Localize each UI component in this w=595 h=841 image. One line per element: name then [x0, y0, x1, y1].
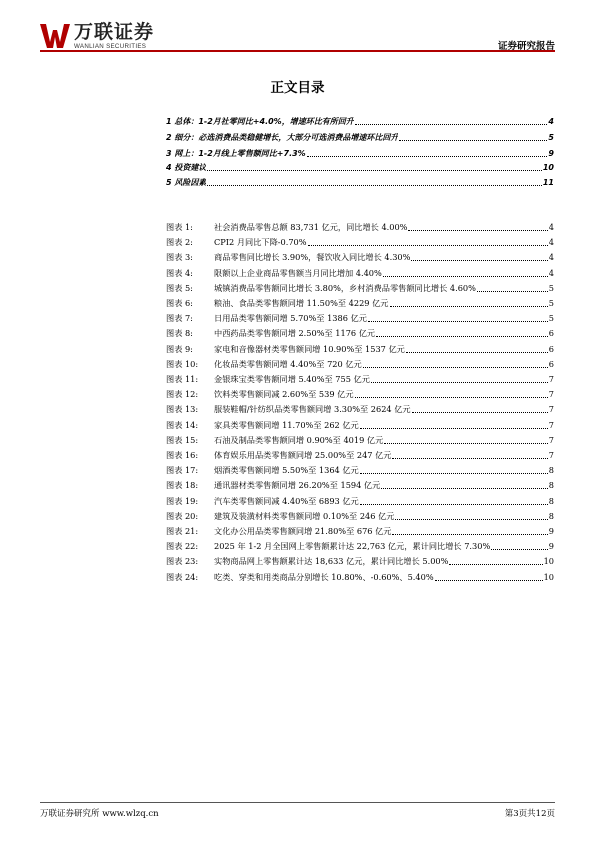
figure-number: 图表 14:	[166, 419, 199, 430]
figure-number: 图表 5:	[166, 282, 193, 293]
figure-caption: 实物商品网上零售额累计达 18,633 亿元，累计同比增长 5.00%	[214, 556, 449, 567]
figure-number: 图表 1:	[166, 222, 193, 232]
toc-section-entry[interactable]	[166, 130, 554, 143]
figure-caption: 中西药品类零售额同增 2.50%至 1176 亿元	[214, 328, 376, 339]
figure-number: 图表 16:	[166, 450, 199, 460]
toc-page-number: 4	[548, 252, 554, 263]
leader-dots	[435, 580, 543, 581]
toc-figure-entry[interactable]	[166, 494, 554, 507]
toc-figure-entry[interactable]	[166, 250, 554, 263]
toc-page-number: 7	[548, 450, 554, 460]
toc-page-number: 9	[548, 526, 554, 536]
figure-number: 图表 4:	[166, 267, 193, 278]
toc-page-number: 7	[548, 404, 554, 415]
toc-page-number: 10	[543, 556, 554, 567]
figure-caption: 化妆品类零售额同增 4.40%至 720 亿元	[214, 358, 362, 369]
toc-figure-entry[interactable]	[166, 326, 554, 339]
toc-page-number: 4	[548, 222, 554, 232]
figure-number: 图表 3:	[166, 252, 193, 263]
toc-section-entry[interactable]	[166, 114, 554, 127]
figure-number: 图表 9:	[166, 343, 193, 354]
leader-dots	[381, 488, 547, 489]
figure-number: 图表 22:	[166, 541, 199, 552]
figure-caption: 饮料类零售额同减 2.60%至 539 亿元	[214, 389, 354, 400]
toc-figure-entry[interactable]	[166, 478, 554, 491]
figure-caption: 粮油、食品类零售额同增 11.50%至 4229 亿元	[214, 298, 389, 308]
toc-page-number: 6	[548, 358, 554, 369]
leader-dots	[368, 321, 548, 322]
leader-dots	[308, 245, 548, 246]
footer-divider	[40, 802, 555, 803]
leader-dots	[406, 352, 548, 353]
figure-number: 图表 20:	[166, 510, 199, 521]
toc-page-number: 4	[548, 237, 554, 248]
figure-number: 图表 11:	[166, 374, 199, 384]
toc-figure-entry[interactable]	[166, 372, 554, 385]
toc-figure-entry[interactable]	[166, 296, 554, 309]
leader-dots	[390, 306, 548, 307]
toc-page-number: 7	[548, 434, 554, 445]
toc-page-number: 9	[548, 541, 554, 552]
report-header	[40, 22, 555, 62]
leader-dots	[376, 336, 548, 337]
toc-figure-entry[interactable]	[166, 448, 554, 461]
figure-caption: 通讯器材类零售额同增 26.20%至 1594 亿元	[214, 480, 381, 491]
leader-dots	[383, 276, 548, 277]
brand-name-cn: 万联证券	[74, 21, 155, 43]
figure-caption: 汽车类零售额同减 4.40%至 6893 亿元	[214, 495, 359, 506]
toc-page-number: 5	[548, 133, 554, 142]
figure-caption: 体育娱乐用品类零售额同增 25.00%至 247 亿元	[214, 450, 392, 460]
leader-dots	[412, 412, 548, 413]
toc-page-number: 10	[542, 163, 554, 172]
toc-section-label: 1 总体：1-2月社零同比+4.0%，增速环比有所回升	[166, 117, 354, 126]
toc-figure-entry[interactable]	[166, 539, 554, 552]
leader-dots	[307, 156, 548, 157]
figure-caption: 2025 年 1-2 月全国网上零售额累计达 22,763 亿元，累计同比增长 7.30%	[214, 541, 491, 552]
toc-page-number: 4	[548, 117, 554, 126]
toc-figure-entry[interactable]	[166, 235, 554, 248]
figure-number: 图表 10:	[166, 358, 199, 369]
leader-dots	[371, 382, 548, 383]
toc-page-number: 5	[548, 313, 554, 324]
leader-dots	[477, 291, 548, 292]
figure-caption: 金银珠宝类零售额同增 5.40%至 755 亿元	[214, 374, 370, 384]
toc-figure-entry[interactable]	[166, 554, 554, 567]
figure-number: 图表 12:	[166, 389, 199, 400]
toc-page-number: 5	[548, 282, 554, 293]
leader-dots	[449, 564, 542, 565]
figure-caption: 限额以上企业商品零售额当月同比增加 4.40%	[214, 267, 382, 278]
toc-figure-entry[interactable]	[166, 509, 554, 522]
figure-caption: 日用品类零售额同增 5.70%至 1386 亿元	[214, 313, 367, 324]
leader-dots	[360, 473, 548, 474]
header-divider	[40, 50, 555, 52]
figure-caption: 服装鞋帽/针纺织品类零售额同增 3.30%至 2624 亿元	[214, 404, 411, 415]
leader-dots	[207, 170, 542, 171]
toc-page-number: 8	[548, 465, 554, 476]
toc-figure-entry[interactable]	[166, 266, 554, 279]
page-number: 第3页共12页	[504, 809, 555, 819]
toc-section-entry[interactable]	[166, 175, 554, 188]
leader-dots	[363, 367, 548, 368]
figure-number: 图表 13:	[166, 404, 199, 415]
figure-caption: 吃类、穿类和用类商品分别增长 10.80%、-0.60%、5.40%	[214, 571, 434, 582]
toc-figure-entry[interactable]	[166, 281, 554, 294]
toc-page-number: 6	[548, 343, 554, 354]
toc-figure-entry[interactable]	[166, 357, 554, 370]
toc-page-number: 7	[548, 374, 554, 384]
toc-page-number: 11	[542, 178, 554, 187]
toc-figure-entry[interactable]	[166, 402, 554, 415]
toc-figure-entry[interactable]	[166, 463, 554, 476]
toc-page-number: 8	[548, 510, 554, 521]
figure-number: 图表 15:	[166, 434, 199, 445]
toc-figure-entry[interactable]	[166, 342, 554, 355]
leader-dots	[355, 124, 548, 125]
toc-figure-entry[interactable]	[166, 418, 554, 431]
toc-page-number: 7	[548, 389, 554, 400]
figure-caption: 家具类零售额同增 11.70%至 262 亿元	[214, 419, 359, 430]
brand-name-en: WANLIAN SECURITIES	[74, 43, 147, 50]
toc-page-number: 8	[548, 480, 554, 491]
figure-caption: 石油及制品类零售额同增 0.90%至 4019 亿元	[214, 434, 384, 445]
toc-page-number: 8	[548, 495, 554, 506]
figure-number: 图表 18:	[166, 480, 199, 491]
leader-dots	[491, 549, 548, 550]
wanlian-logo-icon	[40, 22, 70, 50]
leader-dots	[392, 534, 547, 535]
toc-section-label: 3 网上：1-2月线上零售额同比+7.3%	[166, 149, 306, 158]
toc-page-number: 7	[548, 419, 554, 430]
figure-caption: CPI2 月同比下降-0.70%	[214, 237, 307, 248]
leader-dots	[408, 230, 547, 231]
figure-number: 图表 2:	[166, 237, 193, 248]
leader-dots	[207, 185, 542, 186]
figure-caption: 社会消费品零售总额 83,731 亿元，同比增长 4.00%	[214, 222, 408, 232]
toc-figure-entry[interactable]	[166, 524, 554, 537]
figure-number: 图表 19:	[166, 495, 199, 506]
leader-dots	[360, 428, 548, 429]
report-type: 证券研究报告	[497, 41, 555, 52]
figure-number: 图表 17:	[166, 465, 199, 476]
figure-caption: 商品零售同比增长 3.90%，餐饮收入同比增长 4.30%	[214, 252, 411, 263]
figure-caption: 建筑及装潢材料类零售额同增 0.10%至 246 亿元	[214, 510, 395, 521]
footer-source: 万联证券研究所 www.wlzq.cn	[40, 809, 159, 819]
figure-number: 图表 7:	[166, 313, 193, 324]
leader-dots	[360, 504, 548, 505]
figure-number: 图表 24:	[166, 571, 199, 582]
toc-figure-entry[interactable]	[166, 433, 554, 446]
toc-page-number: 6	[548, 328, 554, 339]
figure-number: 图表 23:	[166, 556, 199, 567]
toc-page-number: 5	[548, 298, 554, 308]
toc-figure-entry[interactable]	[166, 220, 554, 233]
toc-figure-entry[interactable]	[166, 387, 554, 400]
toc-section-label: 2 细分：必选消费品类稳健增长，大部分可选消费品增速环比回升	[166, 133, 399, 142]
toc-figure-entry[interactable]	[166, 311, 554, 324]
toc-section-entry[interactable]	[166, 160, 554, 173]
figure-number: 图表 21:	[166, 526, 199, 536]
figure-number: 图表 6:	[166, 298, 193, 308]
figure-caption: 烟酒类零售额同增 5.50%至 1364 亿元	[214, 465, 359, 476]
leader-dots	[411, 260, 547, 261]
figure-caption: 文化办公用品类零售额同增 21.80%至 676 亿元	[214, 526, 392, 536]
toc-section-label: 4 投资建议	[166, 163, 207, 172]
figure-number: 图表 8:	[166, 328, 193, 339]
toc-section-entry[interactable]	[166, 146, 554, 159]
figure-caption: 家电和音像器材类零售额同增 10.90%至 1537 亿元	[214, 343, 405, 354]
toc-page-number: 10	[543, 571, 554, 582]
toc-section-label: 5 风险因素	[166, 178, 207, 187]
toc-page-number: 9	[548, 149, 554, 158]
figure-caption: 城镇消费品零售额同比增长 3.80%，乡村消费品零售额同比增长 4.60%	[214, 282, 476, 293]
leader-dots	[384, 443, 548, 444]
leader-dots	[392, 458, 547, 459]
leader-dots	[355, 397, 548, 398]
leader-dots	[395, 519, 547, 520]
toc-page-number: 4	[548, 267, 554, 278]
toc-title: 正文目录	[270, 80, 325, 96]
leader-dots	[399, 140, 547, 141]
toc-figure-entry[interactable]	[166, 570, 554, 583]
